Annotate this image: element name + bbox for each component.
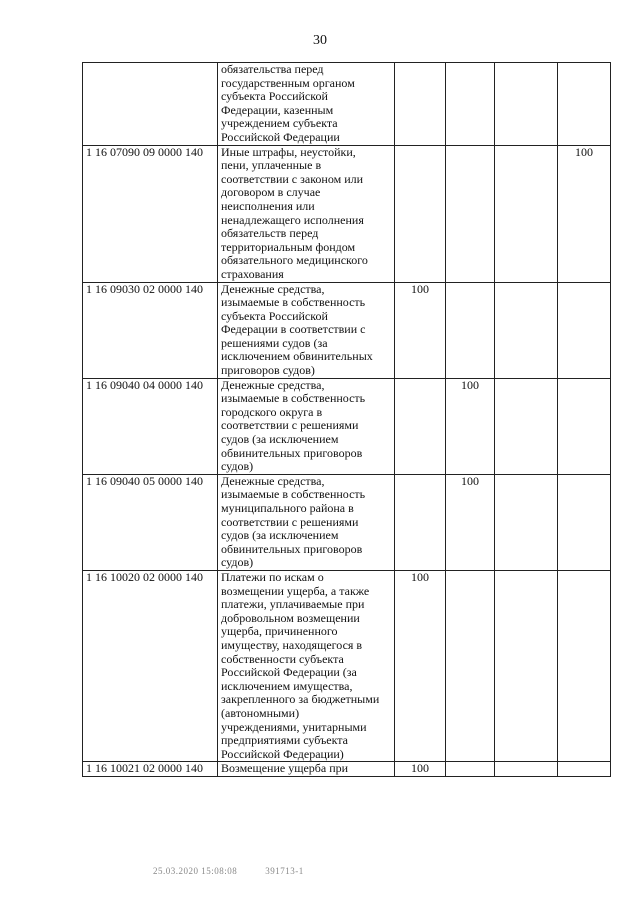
name-cell <box>218 63 395 146</box>
code-cell: 1 16 10021 02 0000 140 <box>83 762 218 777</box>
value-cell-2: 100 <box>446 378 495 474</box>
table-row <box>83 474 611 570</box>
name-text: Денежные средства, изымаемые в собственность субъекта Российской Федерации в соответствии с решениями судов (за исключением обвинительных приговоров судов) <box>221 281 373 378</box>
name-cell <box>218 474 395 570</box>
revenue-table <box>82 62 611 777</box>
value-cell-1 <box>395 145 446 282</box>
name-text: Платежи по искам о возмещении ущерба, а также платежи, уплачиваемые при добровольном возмещении ущерба, причиненного имуществу, находящегося в собственности субъекта Российской Федерации (за исключением имущества, закрепленного за бюджетными (автономными) учреждениями, унитарными предприятиями субъекта Российской Федерации) <box>221 569 380 761</box>
value-cell-4 <box>558 282 611 378</box>
name-text: Иные штрафы, неустойки, пени, уплаченные в соответствии с законом или договором в случае неисполнения или ненадлежащего исполнения обязательств перед территориальным фондом обязательного медицинского страхования <box>221 144 368 281</box>
value-cell-3 <box>495 378 558 474</box>
code-cell: 1 16 07090 09 0000 140 <box>83 145 218 282</box>
table-row <box>83 63 611 146</box>
value-cell-4 <box>558 63 611 146</box>
name-cell <box>218 570 395 761</box>
name-cell <box>218 378 395 474</box>
code-cell: 1 16 09040 05 0000 140 <box>83 474 218 570</box>
footer-stamp <box>153 866 332 876</box>
table-row <box>83 570 611 761</box>
value-cell-1: 100 <box>395 570 446 761</box>
value-cell-3 <box>495 145 558 282</box>
value-cell-2 <box>446 282 495 378</box>
value-cell-3 <box>495 282 558 378</box>
code-cell: 1 16 10020 02 0000 140 <box>83 570 218 761</box>
name-text: Возмещение ущерба при <box>221 761 349 776</box>
value-cell-3 <box>495 762 558 777</box>
code-cell: 1 16 09030 02 0000 140 <box>83 282 218 378</box>
page-number: 30 <box>313 33 327 48</box>
value-cell-4 <box>558 762 611 777</box>
value-cell-2 <box>446 145 495 282</box>
value-cell-1 <box>395 63 446 146</box>
table-row <box>83 378 611 474</box>
value-cell-3 <box>495 570 558 761</box>
value-cell-2 <box>446 570 495 761</box>
name-cell <box>218 762 395 777</box>
footer-timestamp: 25.03.2020 15:08:08 <box>153 866 238 876</box>
value-cell-2: 100 <box>446 474 495 570</box>
name-text: Денежные средства, изымаемые в собственность муниципального района в соответствии с решениями судов (за исключением обвинительных приговоров судов) <box>221 473 366 570</box>
value-cell-1 <box>395 474 446 570</box>
value-cell-3 <box>495 63 558 146</box>
table-row <box>83 762 611 777</box>
value-cell-1 <box>395 378 446 474</box>
name-cell <box>218 282 395 378</box>
value-cell-4 <box>558 378 611 474</box>
table-row <box>83 282 611 378</box>
value-cell-4 <box>558 474 611 570</box>
value-cell-1: 100 <box>395 282 446 378</box>
code-cell: 1 16 09040 04 0000 140 <box>83 378 218 474</box>
name-text: Денежные средства, изымаемые в собственность городского округа в соответствии с решениями судов (за исключением обвинительных приговоров судов) <box>221 377 366 474</box>
footer-doc-id: 391713-1 <box>265 866 304 876</box>
name-text: обязательства перед государственным органом субъекта Российской Федерации, казенным учреждением субъекта Российской Федерации <box>221 62 355 144</box>
name-cell <box>218 145 395 282</box>
value-cell-2 <box>446 63 495 146</box>
value-cell-2 <box>446 762 495 777</box>
value-cell-4 <box>558 570 611 761</box>
value-cell-3 <box>495 474 558 570</box>
table-row <box>83 145 611 282</box>
code-cell <box>83 63 218 146</box>
value-cell-1: 100 <box>395 762 446 777</box>
value-cell-4: 100 <box>558 145 611 282</box>
